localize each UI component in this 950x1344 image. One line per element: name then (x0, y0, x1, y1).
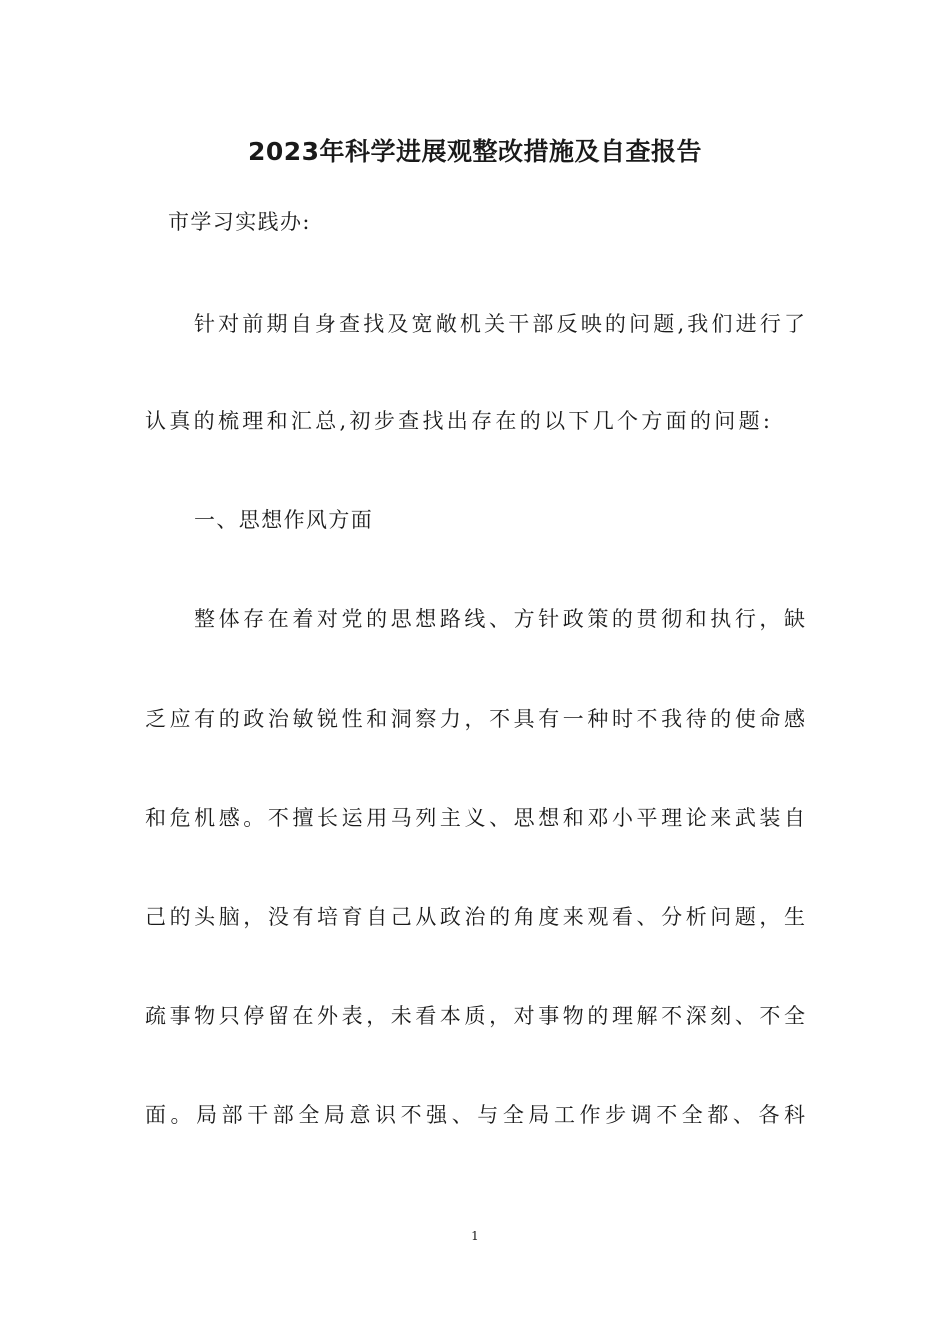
paragraph-line-1: 针对前期自身查找及宽敞机关干部反映的问题,我们进行了 (194, 312, 805, 336)
document-title: 2023年科学进展观整改措施及自查报告 (247, 137, 703, 166)
paragraph-line-4: 乏应有的政治敏锐性和洞察力，不具有一种时不我待的使命感 (145, 707, 805, 731)
paragraph-line-7: 疏事物只停留在外表，未看本质，对事物的理解不深刻、不全 (145, 1004, 805, 1028)
paragraph-line-6: 己的头脑，没有培育自己从政治的角度来观看、分析问题，生 (145, 905, 805, 929)
salutation: 市学习实践办: (168, 210, 311, 234)
paragraph-line-3: 整体存在着对党的思想路线、方针政策的贯彻和执行，缺 (194, 607, 805, 631)
paragraph-line-5: 和危机感。不擅长运用马列主义、思想和邓小平理论来武装自 (145, 806, 805, 830)
page-number: 1 (471, 1229, 479, 1243)
paragraph-line-2: 认真的梳理和汇总,初步查找出存在的以下几个方面的问题: (145, 409, 770, 433)
paragraph-line-8: 面。局部干部全局意识不强、与全局工作步调不全都、各科 (145, 1103, 805, 1127)
section-heading: 一、思想作风方面 (194, 508, 374, 532)
